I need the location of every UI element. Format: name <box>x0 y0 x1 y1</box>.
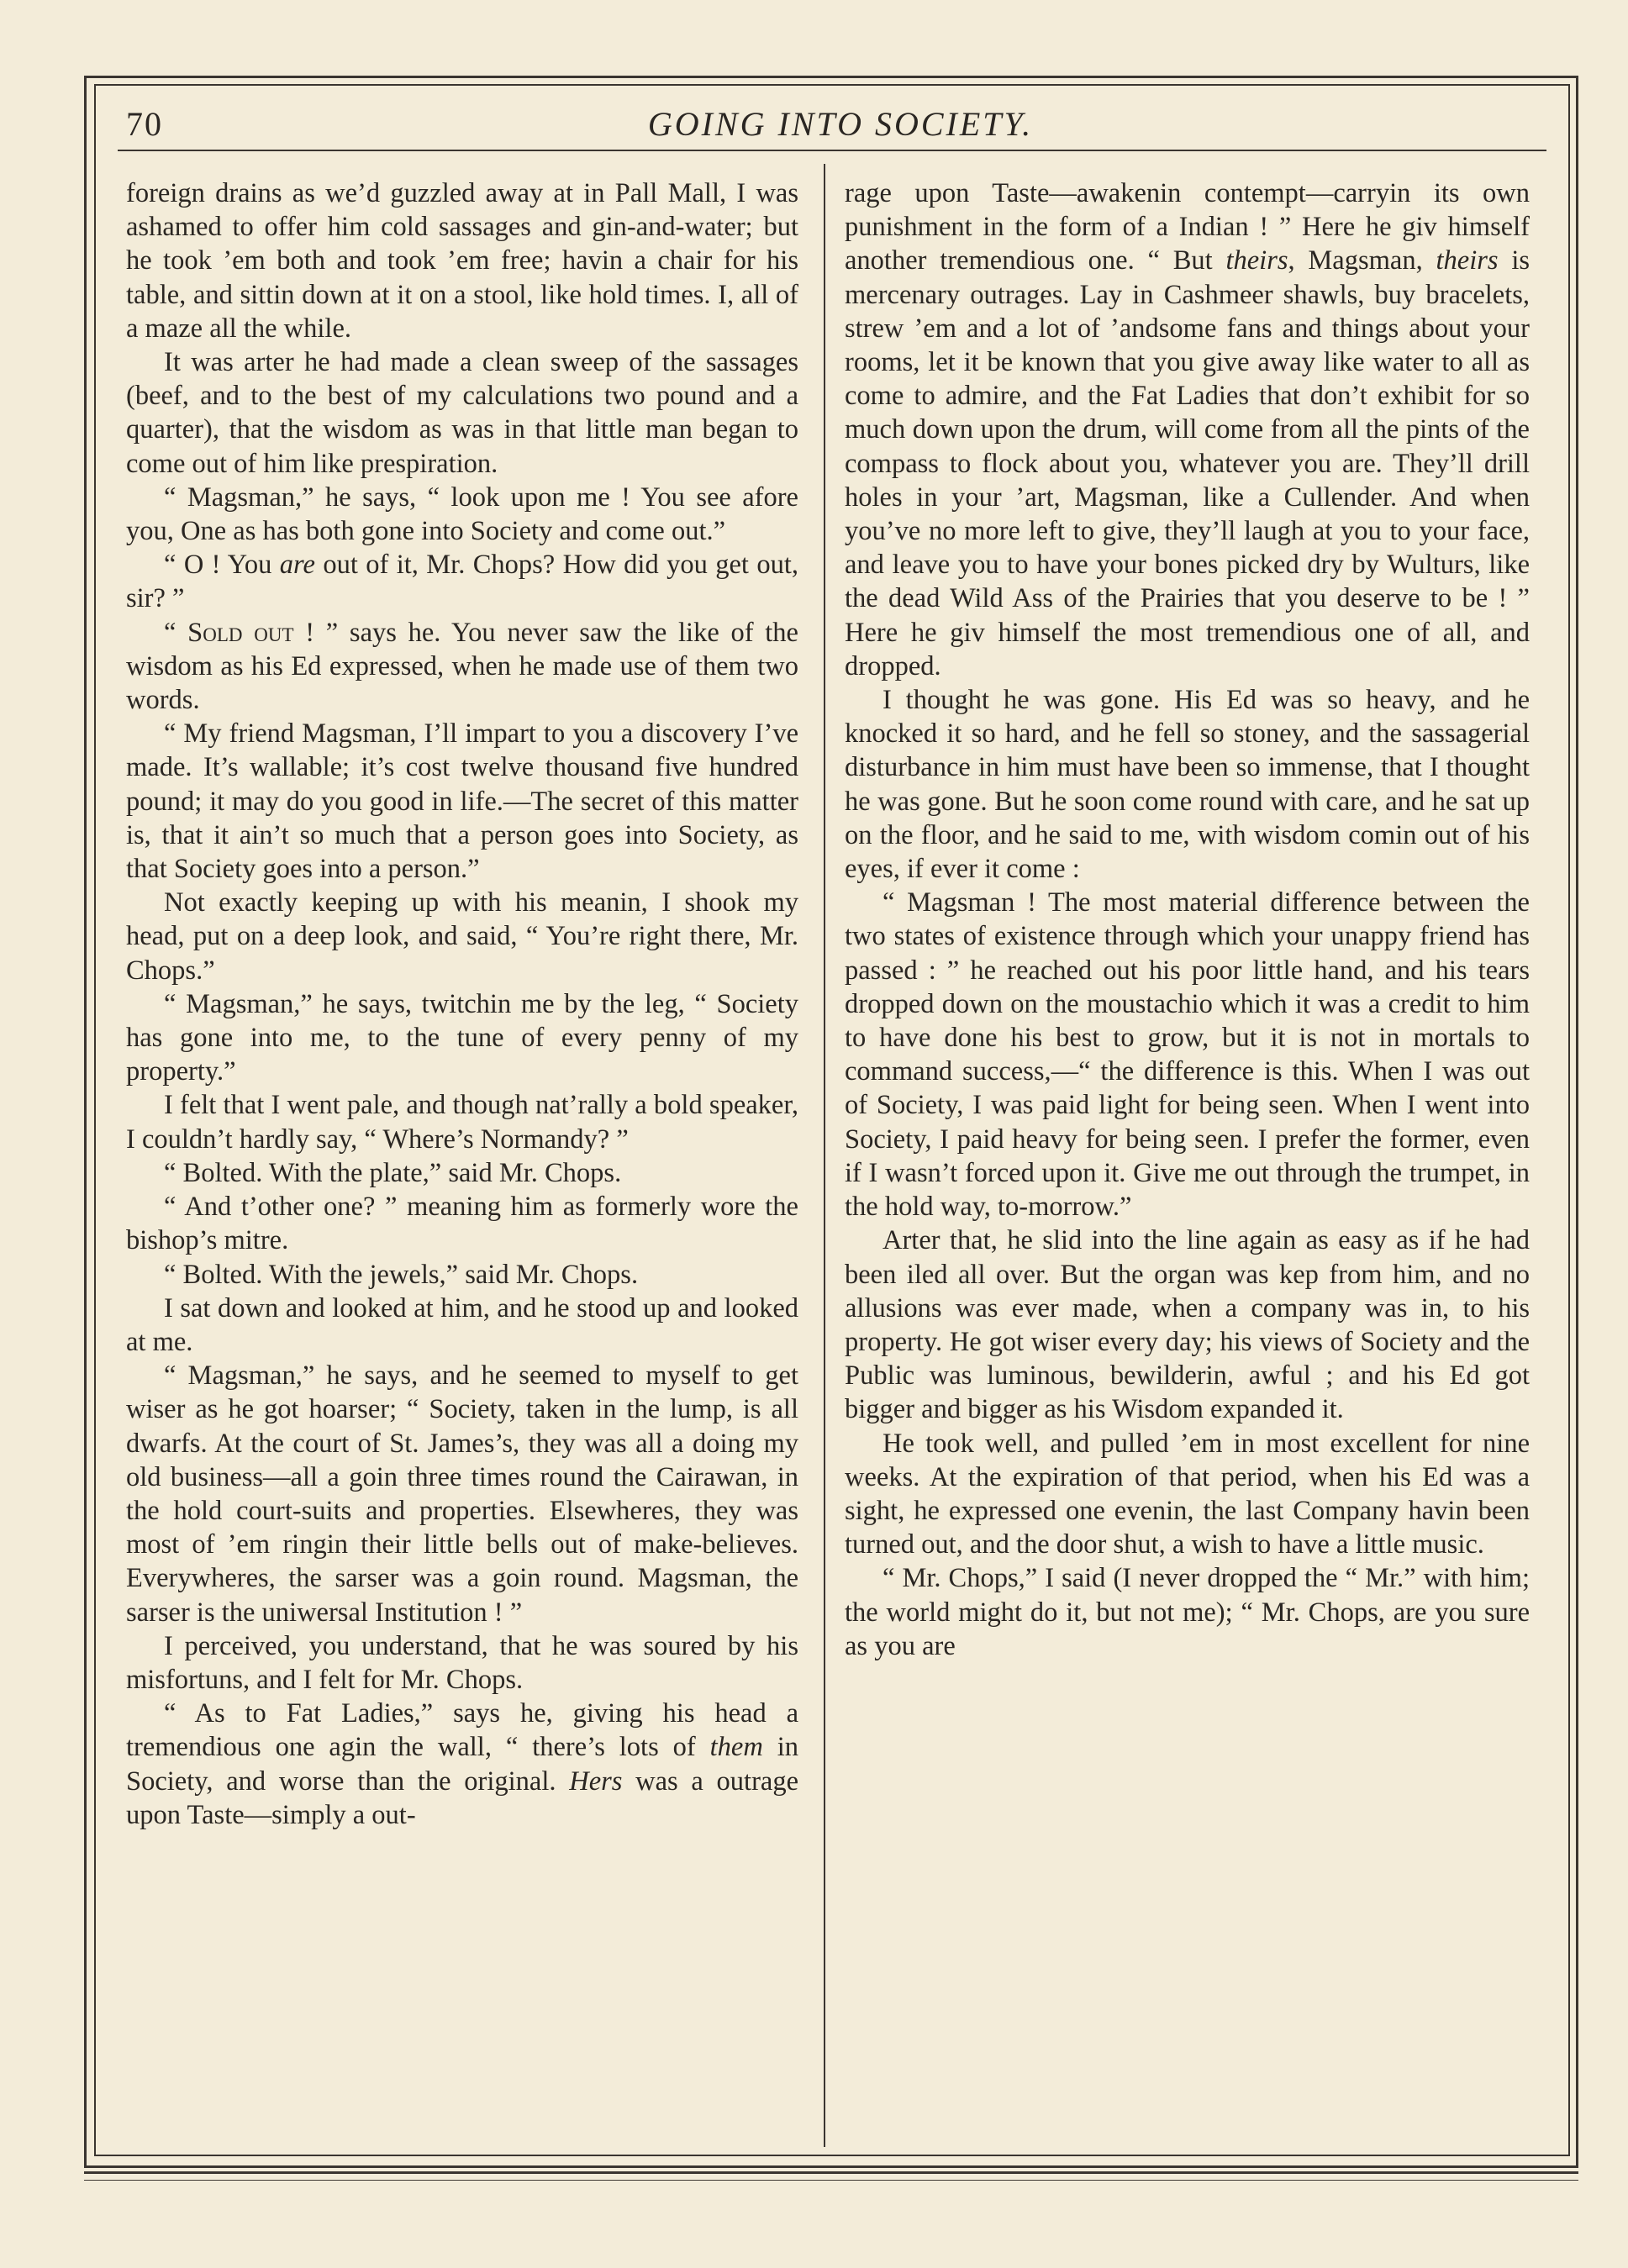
text-run: It was arter he had made a clean sweep of the sassages (beef, and to the best of my calculations two pound and a quarter), that the wisdom as was in that little man began to come out of him like prespiration. <box>126 347 798 479</box>
italic-run: them <box>709 1732 763 1763</box>
text-run: was a outrage upon Taste—simply a out- <box>126 1765 798 1830</box>
paragraph <box>845 886 1530 1223</box>
paragraph <box>126 1292 798 1359</box>
text-run: “ My friend Magsman, I’ll impart to you a discovery I’ve made. It’s wallable; it’s cost twelve thousand five hundred pound; it may do you good in life.—The secret of this matter is, that it ain’t so much that a person goes into Society, as that Society goes into a person.” <box>126 718 798 885</box>
paragraph <box>845 1427 1530 1562</box>
text-run: “ Bolted. With the plate,” said Mr. Chops. <box>164 1157 622 1188</box>
paragraph <box>126 548 798 615</box>
column-divider <box>824 164 825 2147</box>
text-run: “ O ! You <box>164 550 280 581</box>
text-run: I perceived, you understand, that he was soured by his misfortuns, and I felt for Mr. Chops. <box>126 1630 798 1695</box>
paragraph <box>845 683 1530 886</box>
text-run: He took well, and pulled ’em in most excellent for nine weeks. At the expiration of that period, when his Ed was a sight, he expressed one evenin, the last Company havin been turned out, and the door shut, a wish to have a little music. <box>845 1428 1530 1560</box>
text-run: rage upon Taste—awakenin contempt—carryin its own punishment in the form of a Indian ! ” Here he giv himself another tremendious one. “ But <box>845 178 1530 276</box>
paragraph <box>126 987 798 1089</box>
text-run: is mercenary outrages. Lay in Cashmeer shawls, buy bracelets, strew ’em and a lot of ’andsome fans and things about your rooms, let it be known that you give away like water to all as come to admire, and the Fat Ladies that don’t exhibit for so much down upon the drum, will come from all the pints of the compass to flock about you, whatever you are. They’ll drill holes in your ’art, Magsman, like a Cullender. And when you’ve no more left to give, they’ll laugh at you to your face, and leave you to have your bones picked dry by Wulturs, like the dead Wild Ass of the Prairies that you deserve to be ! ” Here he giv himself the most tremendious one of all, and dropped. <box>845 245 1530 681</box>
italic-run: Hers <box>569 1765 623 1797</box>
text-run: “ Mr. Chops,” I said (I never dropped the “ Mr.” with him; the world might do it, but not me); “ Mr. Chops, are you sure as you are <box>845 1563 1530 1661</box>
left-column <box>126 176 798 1832</box>
text-run: “ <box>164 617 188 648</box>
text-run: I sat down and looked at him, and he stood up and looked at me. <box>126 1292 798 1357</box>
paragraph <box>845 1561 1530 1663</box>
italic-run: theirs <box>1436 245 1499 276</box>
text-run: in Society, and worse than the original. <box>126 1732 798 1797</box>
paragraph <box>126 176 798 345</box>
paragraph <box>126 616 798 718</box>
text-run: I thought he was gone. His Ed was so heavy, and he knocked it so hard, and he fell so stoney, and the sassagerial disturbance in him must have been so immense, that I thought he was gone. But he soon come round with care, and he sat up on the floor, and he said to me, with wisdom comin out of his eyes, if ever it come : <box>845 685 1530 885</box>
text-run: ! ” says he. You never saw the like of the wisdom as his Ed expressed, when he made use of them two words. <box>126 617 798 716</box>
paragraph <box>845 1223 1530 1426</box>
text-run: “ Magsman,” he says, and he seemed to myself to get wiser as he got hoarser; “ Society, taken in the lump, is all dwarfs. At the court of St. James’s, they was all a doing my old business—all a goin three times round the Cairawan, in the hold court-suits and properties. Elsewheres, they was most of ’em ringin their little bells out of make-believes. Everywheres, the sarser was a goin round. Magsman, the sarser is the uniwersal Institution ! ” <box>126 1360 798 1628</box>
paragraph <box>126 1359 798 1629</box>
text-run: I felt that I went pale, and though nat’rally a bold speaker, I couldn’t hardly say, “ Where’s Normandy? ” <box>126 1090 798 1155</box>
text-run: “ Magsman ! The most material difference between the two states of existence through which your unappy friend has passed : ” he reached out his poor little hand, and his tears dropped down on the moustachio which it was a credit to him to have done his best to grow, but it is not in mortals to command success,—“ the difference is this. When I was out of Society, I was paid light for being seen. When I went into Society, I paid heavy for being seen. I prefer the former, even if I wasn’t forced upon it. Give me out through the trumpet, in the hold way, to-morrow.” <box>845 887 1530 1223</box>
paragraph <box>126 1088 798 1155</box>
paragraph <box>845 176 1530 683</box>
italic-run: are <box>279 550 315 581</box>
text-run: “ Magsman,” he says, twitchin me by the leg, “ Society has gone into me, to the tune of every penny of my property.” <box>126 988 798 1087</box>
running-title: GOING INTO SOCIETY. <box>647 105 1034 143</box>
text-run: out of it, Mr. Chops? How did you get out, sir? ” <box>126 550 798 614</box>
page-number: 70 <box>126 105 163 143</box>
text-run: , Magsman, <box>1288 245 1436 276</box>
text-run: Arter that, he slid into the line again as easy as if he had been iled all over. But the organ was kep from him, and no allusions was ever made, when a company was in, to his property. He got wiser every day; his views of Society and the Public was luminous, bewilderin, awful ; and his Ed got bigger and bigger as his Wisdom expanded it. <box>845 1225 1530 1425</box>
text-run: Not exactly keeping up with his meanin, I shook my head, put on a deep look, and said, “ You’re right there, Mr. Chops.” <box>126 887 798 986</box>
text-run: foreign drains as we’d guzzled away at in Pall Mall, I was ashamed to offer him cold sassages and gin-and-water; but he took ’em both and took ’em free; havin a chair for his table, and sittin down at it on a stool, like hold times. I, all of a maze all the while. <box>126 178 798 344</box>
paragraph <box>126 1258 798 1292</box>
paragraph <box>126 886 798 987</box>
text-run: “ Magsman,” he says, “ look upon me ! You see afore you, One as has both gone into Society and come out.” <box>126 481 798 547</box>
paragraph <box>126 1697 798 1832</box>
paragraph <box>126 1629 798 1697</box>
text-run: “ And t’other one? ” meaning him as formerly wore the bishop’s mitre. <box>126 1192 798 1256</box>
right-column <box>845 176 1530 1663</box>
text-run: “ Bolted. With the jewels,” said Mr. Chops. <box>164 1259 639 1290</box>
paragraph <box>126 1190 798 1257</box>
header-rule <box>118 150 1546 151</box>
paragraph <box>126 1156 798 1190</box>
bottom-rule-thin <box>84 2180 1578 2181</box>
bottom-rule <box>84 2171 1578 2174</box>
paragraph <box>126 481 798 548</box>
paragraph <box>126 717 798 886</box>
italic-run: theirs <box>1225 245 1288 276</box>
paragraph <box>126 345 798 481</box>
text-run: “ As to Fat Ladies,” says he, giving his head a tremendious one agin the wall, “ there’s lots of <box>126 1698 798 1763</box>
small-caps-run: Sold out <box>187 617 294 648</box>
